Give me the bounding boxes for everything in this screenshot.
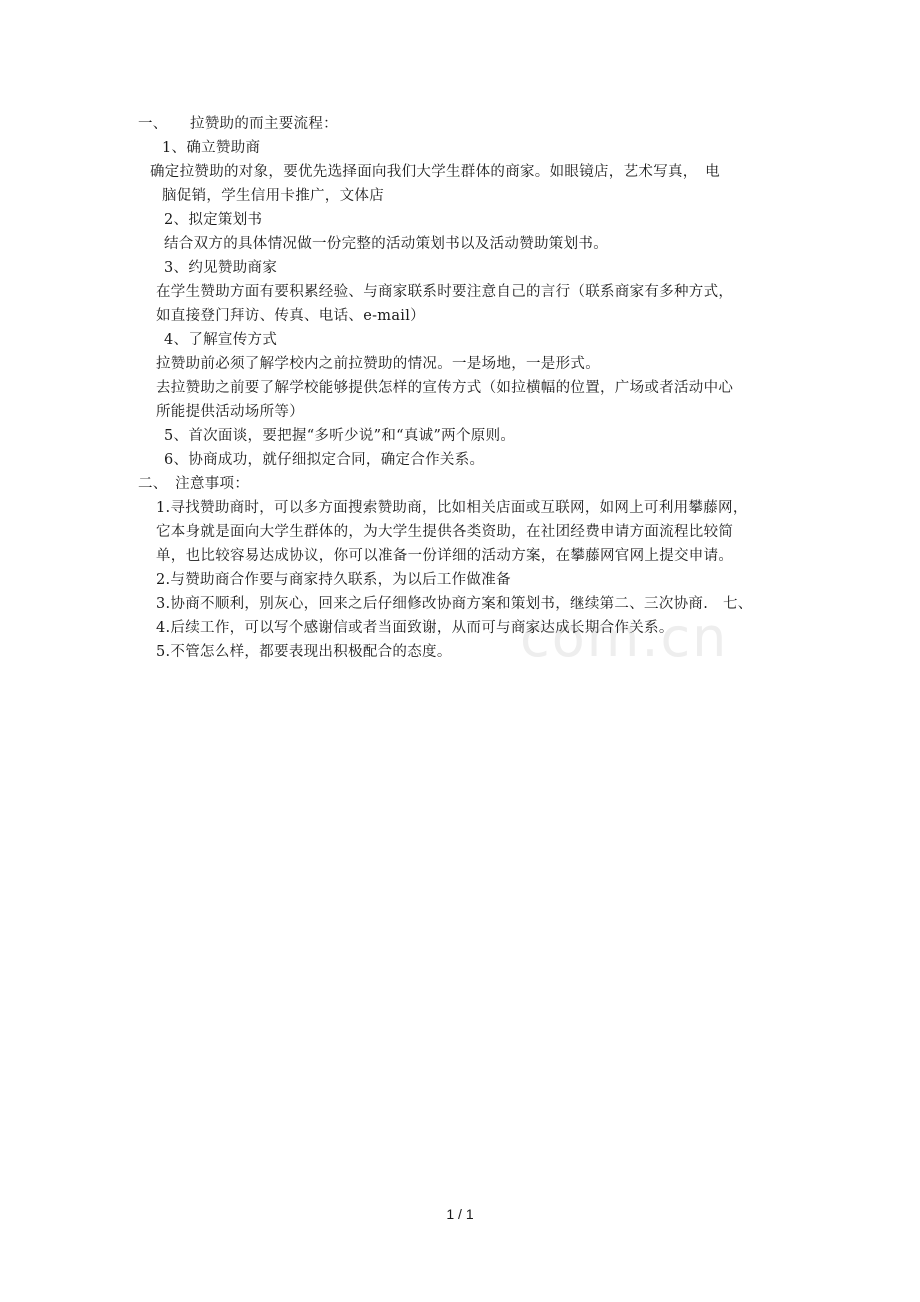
step-heading: 3、约见赞助商家 (164, 260, 278, 276)
section-heading-process: 一、 拉赞助的而主要流程： (138, 116, 338, 132)
paragraph-line: 结合双方的具体情况做一份完整的活动策划书以及活动赞助策划书。 (164, 236, 608, 252)
section-heading-notes: 二、 注意事项： (138, 476, 250, 492)
step-heading: 2、拟定策划书 (164, 212, 263, 228)
paragraph-line: 单，也比较容易达成协议，你可以准备一份详细的活动方案，在攀藤网官网上提交申请。 (156, 548, 734, 564)
paragraph-line: 2.与赞助商合作要与商家持久联系，为以后工作做准备 (156, 572, 511, 588)
paragraph-line: 4.后续工作，可以写个感谢信或者当面致谢，从而可与商家达成长期合作关系。 (156, 620, 674, 636)
paragraph-line: 脑促销，学生信用卡推广，文体店 (162, 188, 384, 204)
step-heading: 5、首次面谈，要把握“多听少说”和“真诚”两个原则。 (164, 428, 516, 444)
step-heading: 6、协商成功，就仔细拟定合同，确定合作关系。 (164, 452, 485, 468)
paragraph-line: 所能提供活动场所等） (156, 404, 304, 420)
paragraph-line: 去拉赞助之前要了解学校能够提供怎样的宣传方式（如拉横幅的位置，广场或者活动中心 (156, 380, 734, 396)
paragraph-line: 5.不管怎么样，都要表现出积极配合的态度。 (156, 644, 452, 660)
step-heading: 1、确立赞助商 (162, 140, 261, 156)
paragraph-line: 在学生赞助方面有要积累经验、与商家联系时要注意自己的言行（联系商家有多种方式， (156, 284, 734, 300)
paragraph-line: 3.协商不顺利，别灰心，回来之后仔细修改协商方案和策划书，继续第二、三次协商. 七、 (156, 596, 753, 612)
paragraph-line: 拉赞助前必须了解学校内之前拉赞助的情况。一是场地，一是形式。 (156, 356, 600, 372)
watermark: com.cn (520, 606, 729, 669)
step-heading: 4、了解宣传方式 (164, 332, 278, 348)
page-number: 1 / 1 (446, 1206, 474, 1222)
paragraph-line: 如直接登门拜访、传真、电话、e-mail） (156, 308, 425, 324)
paragraph-line: 它本身就是面向大学生群体的，为大学生提供各类资助，在社团经费申请方面流程比较简 (156, 524, 734, 540)
paragraph-line: 确定拉赞助的对象，要优先选择面向我们大学生群体的商家。如眼镜店，艺术写真， 电 (150, 164, 720, 180)
paragraph-line: 1.寻找赞助商时，可以多方面搜索赞助商，比如相关店面或互联网，如网上可利用攀藤网， (156, 500, 748, 516)
